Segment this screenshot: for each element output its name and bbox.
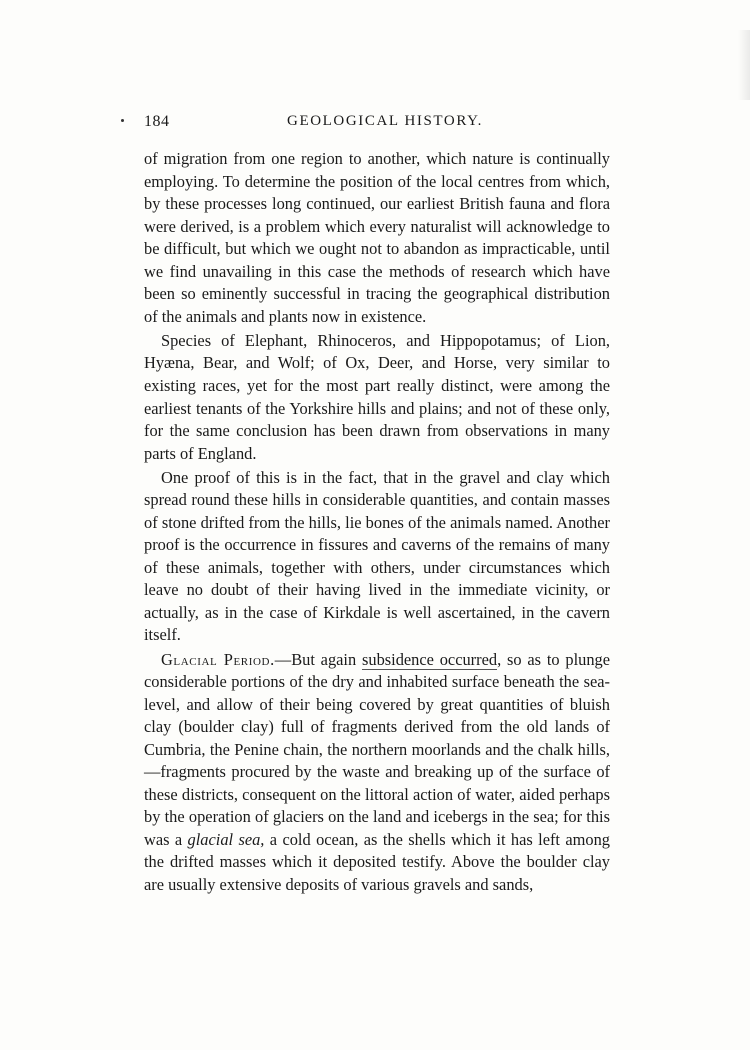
paragraph-3: One proof of this is in the fact, that in the gravel and clay which spread round these hills in considerable quantities, and contain masses of stone drifted from the hills, lie bones of the animals named. Another proof is the occurrence in fissures and caverns of the remains of many of these animals, together with others, under circumstances which leave no doubt of their having lived in the immediate vicinity, or actually, as in the case of Kirkdale is well ascertained, in the cavern itself.	[144, 467, 610, 645]
paragraph-4-text-a: , so as to plunge considerable portions of the dry and inhabited surface beneath the sea-level, and allow of their being covered by great quantities of bluish clay (boulder clay) full of fragments derived from the old lands of Cumbria, the Penine chain, the northern moorlands and the chalk hills,—fragments procured by the waste and breaking up of the surface of these districts, consequent on the littoral action of water, aided perhaps by the operation of glaciers on the land and icebergs in the sea; for this was a	[144, 649, 610, 849]
paragraph-4	[144, 649, 610, 897]
section-heading: Glacial Period.	[161, 649, 275, 669]
paragraph-2: Species of Elephant, Rhinoceros, and Hippopotamus; of Lion, Hyæna, Bear, and Wolf; of Ox, Deer, and Horse, very similar to existing races, yet for the most part really distinct, were among the earliest tenants of the Yorkshire hills and plains; and not of these only, for the same conclusion has been drawn from observations in many parts of England.	[144, 330, 610, 463]
paragraph-4-text-b: a cold ocean, as the shells which it has left among the drifted masses which it deposited testify. Above the boulder clay are usually extensive deposits of various gravels and sands,	[144, 829, 610, 894]
italic-term: glacial sea,	[187, 829, 265, 849]
paragraph-4-intro: —But again	[274, 649, 362, 669]
running-head: GEOLOGICAL HISTORY.	[287, 113, 483, 129]
page-number: 184	[144, 113, 170, 130]
page-edge-shadow	[738, 30, 750, 100]
handwritten-underline-text: subsidence occurred	[362, 649, 498, 669]
body-text	[144, 148, 610, 897]
page-header	[118, 113, 612, 137]
paragraph-1: of migration from one region to another, which nature is continually employing. To determine the position of the local centres from which, by these processes long continued, our earliest British fauna and flora were derived, is a problem which every naturalist will acknowledge to be difficult, but which we ought not to abandon as impracticable, until we find unavailing in this case the methods of research which have been so eminently successful in tracing the geographical distribution of the animals and plants now in existence.	[144, 149, 610, 326]
